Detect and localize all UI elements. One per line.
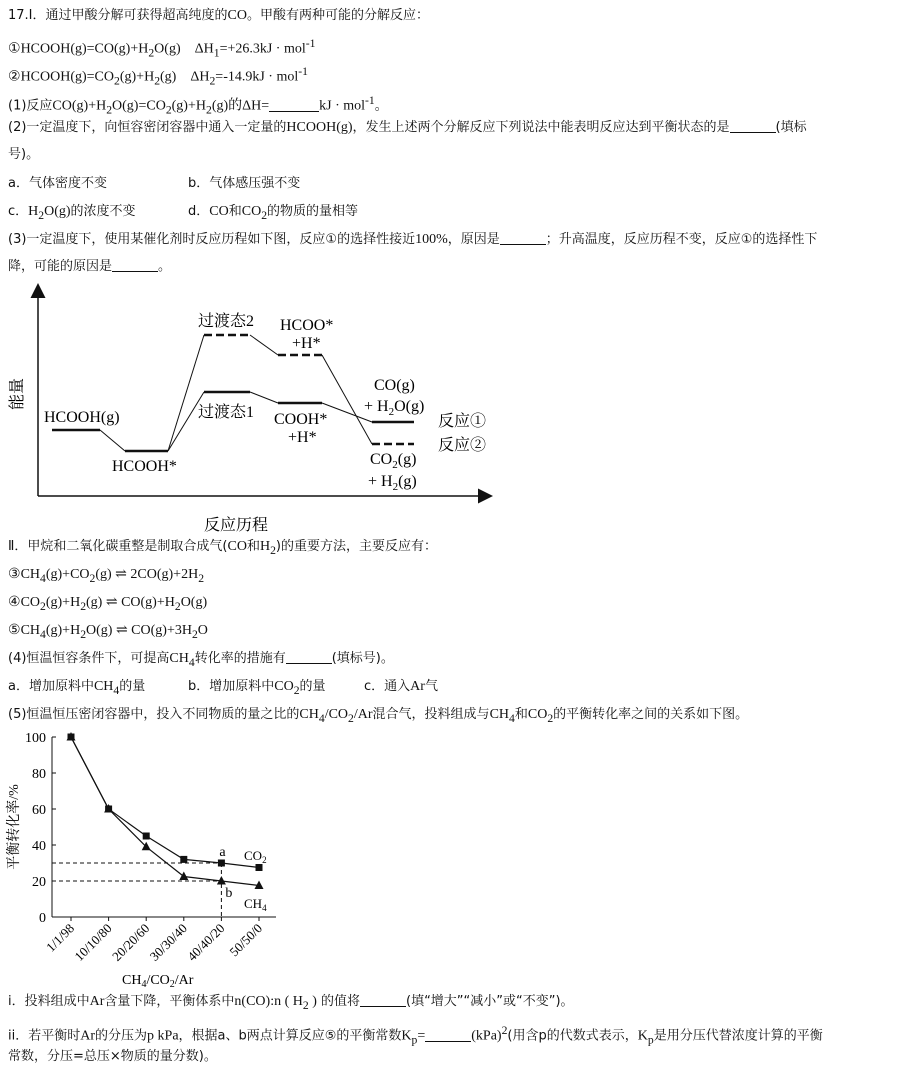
q17-title: 17.Ⅰ．通过甲酸分解可获得超高纯度的CO。甲酸有两种可能的分解反应：: [8, 8, 429, 23]
label-cooh-h: +H*: [288, 429, 317, 446]
y-tick-label: 100: [25, 731, 46, 746]
question-5ii-line2: 常数，分压=总压×物质的量分数)。: [8, 1049, 217, 1064]
label-ts1: 过渡态1: [198, 404, 255, 421]
x-tick-label: 50/50/0: [226, 920, 266, 960]
label-hcoo-h: +H*: [292, 335, 321, 352]
answer-blank[interactable]: [269, 97, 319, 112]
label-co2-h2: + $H_2(g)$: [368, 473, 417, 493]
reaction-1: $①HCOOH(g)=CO(g)+H_2O(g)$ $\Delta H_1=+26.3kJ \cdot mol^{-1}$: [8, 37, 316, 60]
reaction-2: $②HCOOH(g)=CO_2(g)+H_2(g)$ $\Delta H_2=-14.9kJ \cdot mol^{-1}$: [8, 65, 308, 88]
conversion-chart: [0, 726, 300, 996]
question-2-line2: 号)。: [8, 147, 40, 162]
data-point-co2: [180, 856, 187, 863]
series-line-co2: [71, 737, 259, 868]
energy-x-label: 反应历程: [203, 517, 269, 534]
reaction-3: $③CH_4(g)+CO_2(g)$ ⇌ $2CO(g)+2H_2$: [8, 567, 205, 585]
point-annotation: a: [219, 845, 226, 860]
legend-reaction-1: 反应①: [438, 413, 487, 430]
point-annotation: b: [225, 886, 233, 901]
data-point-co2: [143, 833, 150, 840]
reaction-4: $④CO_2(g)+H_2(g)$ ⇌ $CO(g)+H_2O(g)$: [8, 595, 208, 613]
option-a: a．气体密度不变: [8, 176, 107, 191]
y-tick-label: 20: [32, 875, 46, 890]
x-tick-label: 40/40/20: [184, 920, 228, 964]
reaction-5: $⑤CH_4(g)+H_2O(g)$ ⇌ $CO(g)+3H_2O$: [8, 623, 208, 641]
chart-x-label: $CH_4/CO_2/Ar$: [122, 973, 194, 990]
x-tick-label: 30/30/40: [146, 920, 190, 964]
question-4: (4)恒温恒容条件下，可提高$CH_4$转化率的措施有 (填标号)。: [8, 651, 394, 669]
series-label-ch4: $CH_4$: [244, 896, 267, 913]
label-co-h2o: + $H_2O(g)$: [364, 398, 425, 418]
answer-blank[interactable]: [360, 992, 406, 1007]
x-tick-label: 1/1/98: [43, 920, 78, 955]
x-tick-label: 10/10/80: [71, 920, 115, 964]
label-hcooh-ads: HCOOH*: [112, 458, 177, 475]
question-3: (3)一定温度下，使用某催化剂时反应历程如下图，反应①的选择性接近100%，原因是 ；升高温度，反应历程不变，反应①的选择性下: [8, 232, 818, 247]
x-tick-label: 20/20/60: [109, 920, 153, 964]
y-tick-label: 80: [32, 767, 46, 782]
answer-blank[interactable]: [730, 118, 776, 133]
y-tick-label: 40: [32, 839, 46, 854]
y-tick-label: 0: [39, 911, 46, 926]
data-point-co2: [256, 864, 263, 871]
option-c: c．$H_2O(g)$的浓度不变: [8, 204, 136, 222]
question-3-line2: 降，可能的原因是 。: [8, 259, 172, 274]
option-d: d．CO和$CO_2$的物质的量相等: [188, 204, 359, 222]
answer-blank[interactable]: [286, 649, 332, 664]
question-5i: i．投料组成中Ar含量下降，平衡体系中n(CO):n ( $H_2$ ) 的值将 (填“增大”“减小”或“不变”)。: [8, 994, 574, 1012]
label-cooh: COOH*: [274, 411, 328, 428]
option-4a: a．增加原料中$CH_4$的量: [8, 679, 146, 697]
data-point-ch4: [179, 872, 188, 881]
question-2: (2)一定温度下，向恒容密闭容器中通入一定量的HCOOH(g)，发生上述两个分解反应下列说法中能表明反应达到平衡状态的是 (填标: [8, 120, 807, 135]
label-co-g: CO(g): [374, 377, 415, 394]
option-4c: c．通入Ar气: [364, 679, 438, 694]
option-b: b．气体感压强不变: [188, 176, 301, 191]
chart-y-label: 平衡转化率/%: [7, 784, 22, 870]
legend-reaction-2: 反应②: [438, 437, 487, 454]
y-tick-label: 60: [32, 803, 46, 818]
label-co2-g: $CO_2(g)$: [370, 451, 417, 471]
label-hcoo: HCOO*: [280, 317, 334, 334]
answer-blank[interactable]: [500, 230, 546, 245]
answer-blank[interactable]: [425, 1027, 471, 1042]
part2-intro: Ⅱ．甲烷和二氧化碳重整是制取合成气(CO和$H_2$)的重要方法，主要反应有：: [8, 539, 437, 557]
question-1: (1)反应$CO(g)+H_2O(g)=CO_2(g)+H_2(g)$的ΔH= kJ · mol$^{-1}$。: [8, 94, 388, 117]
option-4b: b．增加原料中$CO_2$的量: [188, 679, 326, 697]
answer-blank[interactable]: [112, 257, 158, 272]
label-ts2: 过渡态2: [198, 313, 255, 330]
question-5ii: ii．若平衡时Ar的分压为p kPa，根据a、b两点计算反应⑤的平衡常数$K_p= (kPa)^2$(用含p的代数式表示，$K_p$是用分压代替浓度计算的平衡: [8, 1024, 823, 1047]
label-hcooh-g: HCOOH(g): [44, 409, 120, 426]
series-label-co2: $CO_2$: [244, 848, 267, 865]
data-point-co2: [218, 860, 225, 867]
common-path: [52, 430, 168, 451]
energy-y-label: 能量: [9, 377, 26, 411]
question-5: (5)恒温恒压密闭容器中，投入不同物质的量之比的$CH_4/CO_2/Ar$混合气，投料组成与$CH_4$和$CO_2$的平衡转化率之间的关系如下图。: [8, 707, 749, 725]
energy-diagram: [0, 278, 520, 538]
